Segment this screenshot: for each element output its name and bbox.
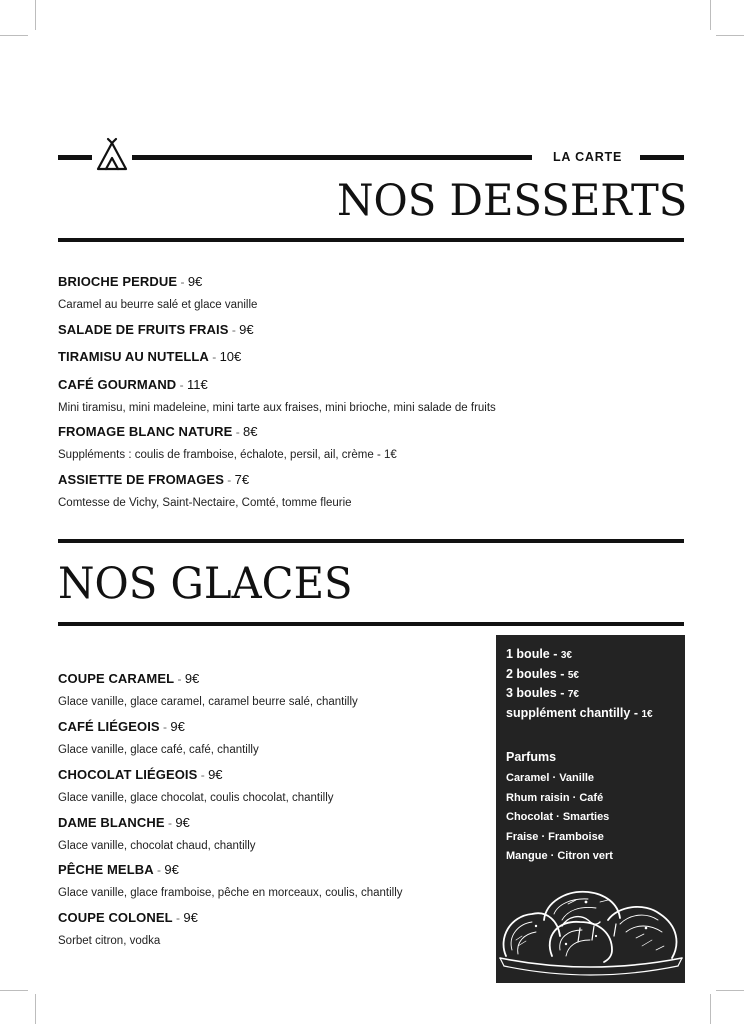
glace-name: CHOCOLAT LIÉGEOIS [58, 767, 198, 782]
dessert-name: SALADE DE FRUITS FRAIS [58, 322, 229, 337]
glace-description: Glace vanille, glace caramel, caramel beurre salé, chantilly [58, 696, 358, 708]
crop-mark [35, 994, 36, 1024]
dessert-name: CAFÉ GOURMAND [58, 377, 177, 392]
scoop-price: 5€ [567, 669, 579, 681]
crop-mark [0, 990, 28, 991]
glace-description: Glace vanille, glace café, café, chantilly [58, 744, 259, 756]
dessert-name: FROMAGE BLANC NATURE [58, 424, 233, 439]
scoop-price: 1€ [641, 708, 653, 720]
dessert-description: Comtesse de Vichy, Saint-Nectaire, Comté, tomme fleurie [58, 497, 352, 509]
glaces-title: NOS GLACES [58, 559, 353, 609]
glace-price: 9€ [170, 719, 185, 734]
ice-cream-illustration [496, 880, 685, 983]
dessert-item: TIRAMISU AU NUTELLA - 10€ [58, 349, 242, 364]
scoop-price-line: 3 boules - 7€ [506, 686, 579, 700]
scoop-price: 3€ [560, 650, 572, 661]
glace-description: Glace vanille, chocolat chaud, chantilly [58, 840, 256, 852]
glace-description: Glace vanille, glace framboise, pêche en morceaux, coulis, chantilly [58, 887, 403, 899]
glace-name: DAME BLANCHE [58, 815, 165, 830]
tent-icon [92, 136, 132, 174]
crop-mark [0, 35, 28, 36]
parfum-line: Chocolat · Smarties [506, 811, 610, 823]
dessert-item: CAFÉ GOURMAND - 11€ Mini tiramisu, mini madeleine, mini tarte aux fraises, mini brioche, mini salade de fruits [58, 377, 496, 414]
dessert-price: 7€ [234, 472, 250, 487]
dessert-item: SALADE DE FRUITS FRAIS - 9€ [58, 322, 254, 337]
parfum-line: Mangue · Citron vert [506, 850, 613, 862]
glace-price: 9€ [175, 815, 190, 830]
la-carte-label: LA CARTE [553, 150, 623, 164]
dessert-description: Caramel au beurre salé et glace vanille [58, 299, 258, 311]
glaces-top-rule [58, 539, 684, 543]
glace-description: Sorbet citron, vodka [58, 935, 161, 947]
desserts-title-rule [58, 238, 684, 242]
dessert-price: 9€ [187, 274, 203, 289]
glace-item: DAME BLANCHE - 9€ Glace vanille, chocolat chaud, chantilly [58, 814, 478, 852]
glace-item: COUPE COLONEL - 9€ Sorbet citron, vodka [58, 909, 478, 947]
glace-name: COUPE COLONEL [58, 910, 173, 925]
dessert-description: Suppléments : coulis de framboise, échalote, persil, ail, crème - 1€ [58, 449, 397, 461]
scoop-price: 7€ [567, 689, 579, 700]
parfums-title: Parfums [506, 750, 557, 764]
scoop-label: 1 boule [506, 647, 550, 661]
glace-item: CAFÉ LIÉGEOIS - 9€ Glace vanille, glace café, café, chantilly [58, 718, 478, 756]
dessert-price: 9€ [239, 322, 254, 337]
dessert-price: 11€ [186, 377, 208, 392]
glace-price: 9€ [164, 862, 179, 877]
glace-item: PÊCHE MELBA - 9€ Glace vanille, glace framboise, pêche en morceaux, coulis, chantilly [58, 861, 478, 899]
dessert-item: BRIOCHE PERDUE - 9€ Caramel au beurre salé et glace vanille [58, 273, 478, 311]
parfum-line: Fraise · Framboise [506, 830, 604, 843]
glace-item: COUPE CARAMEL - 9€ Glace vanille, glace caramel, caramel beurre salé, chantilly [58, 670, 478, 708]
dessert-name: BRIOCHE PERDUE [58, 274, 178, 289]
glace-price: 9€ [184, 671, 200, 686]
glaces-title-rule [58, 622, 684, 626]
scoop-price-line: supplément chantilly - 1€ [506, 705, 653, 720]
dessert-description: Mini tiramisu, mini madeleine, mini tarte aux fraises, mini brioche, mini salade de fruits [58, 402, 496, 414]
glace-price: 9€ [183, 910, 198, 925]
crop-mark [716, 990, 744, 991]
scoop-label: 3 boules [506, 686, 557, 700]
glace-name: PÊCHE MELBA [58, 862, 154, 877]
crop-mark [716, 35, 744, 36]
glace-item: CHOCOLAT LIÉGEOIS - 9€ Glace vanille, glace chocolat, coulis chocolat, chantilly [58, 766, 478, 804]
dessert-price: 10€ [219, 349, 242, 364]
header-rule-right [640, 155, 684, 160]
dessert-name: ASSIETTE DE FROMAGES [58, 472, 224, 487]
glace-name: CAFÉ LIÉGEOIS [58, 719, 160, 734]
glace-name: COUPE CARAMEL [58, 671, 175, 686]
scoop-label: 2 boules [506, 666, 557, 681]
glace-description: Glace vanille, glace chocolat, coulis chocolat, chantilly [58, 792, 334, 804]
desserts-title: NOS DESSERTS [337, 176, 688, 226]
dessert-item: FROMAGE BLANC NATURE - 8€ Suppléments : coulis de framboise, échalote, persil, ail, crème - 1€ [58, 423, 478, 461]
crop-mark [710, 0, 711, 30]
scoop-price-line: 1 boule - 3€ [506, 647, 572, 661]
parfum-line: Rhum raisin · Café [506, 791, 604, 804]
dessert-name: TIRAMISU AU NUTELLA [58, 349, 209, 364]
tent-icon-wrap [92, 136, 132, 174]
crop-mark [710, 994, 711, 1024]
scoop-prices [506, 645, 682, 867]
scoop-price-line: 2 boules - 5€ [506, 666, 579, 681]
dessert-price: 8€ [243, 424, 258, 439]
crop-mark [35, 0, 36, 30]
dessert-item: ASSIETTE DE FROMAGES - 7€ Comtesse de Vichy, Saint-Nectaire, Comté, tomme fleurie [58, 471, 478, 509]
ice-cream-panel [496, 635, 685, 983]
scoop-label: supplément chantilly [506, 705, 631, 720]
parfum-line: Caramel · Vanille [506, 772, 595, 784]
glace-price: 9€ [208, 767, 223, 782]
